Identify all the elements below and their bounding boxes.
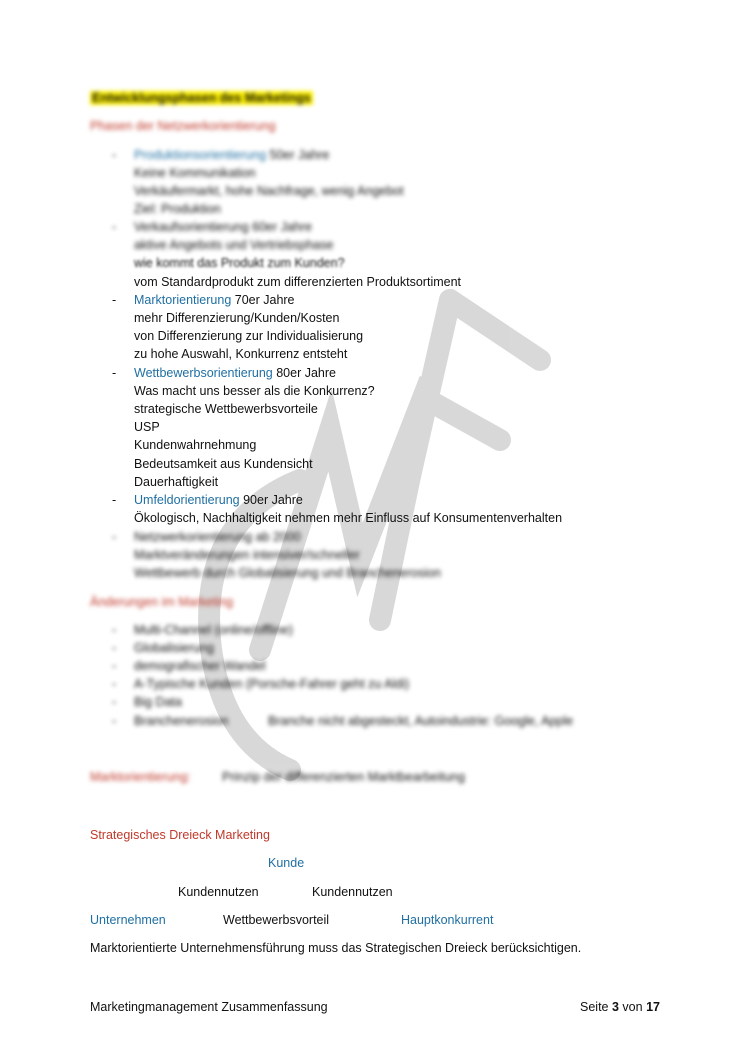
list-dash: - <box>112 695 117 709</box>
triangle-summary: Marktorientierte Unternehmensführung muss das Strategischen Dreieck berücksichtigen. <box>90 941 582 955</box>
phase-period: 50er Jahre <box>269 148 330 162</box>
change-item-note: Branche nicht abgesteckt, Autoindustrie: Google, Apple <box>268 714 574 728</box>
phase-detail: Bedeutsamkeit aus Kundensicht <box>134 457 313 471</box>
change-item: Big Data <box>134 695 182 709</box>
change-item: Multi-Channel (online/offline) <box>134 623 293 637</box>
phase-name: Marktorientierung <box>134 293 232 307</box>
triangle-middle: Wettbewerbsvorteil <box>223 913 330 927</box>
phase-heading <box>134 291 295 309</box>
phase-name: Produktionsorientierung <box>134 148 267 162</box>
phase-detail: vom Standardprodukt zum differenzierten Produktsortiment <box>134 275 462 289</box>
page-title <box>90 89 313 107</box>
phase-detail: Verkäufermarkt, hohe Nachfrage, wenig Angebot <box>134 184 404 198</box>
list-dash: - <box>112 623 117 637</box>
phase-detail: Ziel: Produktion <box>134 202 221 216</box>
triangle-left: Unternehmen <box>90 913 166 927</box>
phase-heading <box>134 218 312 236</box>
list-dash: - <box>112 659 117 673</box>
list-dash: - <box>112 530 117 544</box>
phase-detail: von Differenzierung zur Individualisierung <box>134 329 364 343</box>
phase-detail: Wettbewerb durch Globalisierung und Branchenerosion <box>134 566 441 580</box>
phase-name: Verkaufsorientierung <box>134 220 249 234</box>
list-dash: - <box>112 366 117 380</box>
watermark-f-mid <box>428 400 500 440</box>
market-orientation-label: Marktorientierung: <box>90 770 191 784</box>
footer-page-prefix: Seite <box>580 1000 609 1014</box>
phase-name: Netzwerkorientierung <box>134 530 253 544</box>
footer-of: von <box>622 1000 643 1014</box>
phase-heading <box>134 146 329 164</box>
phases-heading: Phasen der Netzwerkorientierung <box>90 119 276 133</box>
phase-heading <box>134 364 336 382</box>
change-item: A-Typische Kunden (Porsche-Fahrer geht zu Aldi) <box>134 677 410 691</box>
triangle-left-benefit: Kundennutzen <box>178 885 259 899</box>
list-dash: - <box>112 493 117 507</box>
phase-detail: Was macht uns besser als die Konkurrenz? <box>134 384 375 398</box>
phase-detail: Dauerhaftigkeit <box>134 475 219 489</box>
phase-detail: USP <box>134 420 160 434</box>
phase-heading <box>134 491 303 509</box>
phase-period: 90er Jahre <box>243 493 303 507</box>
change-item: Branchenerosion <box>134 714 229 728</box>
footer-current-page: 3 <box>611 1000 619 1014</box>
triangle-right: Hauptkonkurrent <box>401 913 494 927</box>
list-dash: - <box>112 220 117 234</box>
phase-detail: Kundenwahrnehmung <box>134 438 257 452</box>
changes-heading: Änderungen im Marketing <box>90 595 234 609</box>
phase-heading <box>134 528 301 546</box>
phase-detail: wie kommt das Produkt zum Kunden? <box>134 256 345 270</box>
phase-detail: aktive Angebots und Vertriebsphase <box>134 238 334 252</box>
phase-name: Wettbewerbsorientierung <box>134 366 273 380</box>
watermark-f-top <box>450 300 540 360</box>
triangle-heading: Strategisches Dreieck Marketing <box>90 828 270 842</box>
phase-period: ab 2000 <box>255 530 301 544</box>
change-item: demografischer Wandel <box>134 659 266 673</box>
footer-total-pages: 17 <box>646 1000 660 1014</box>
phase-detail: mehr Differenzierung/Kunden/Kosten <box>134 311 340 325</box>
watermark-f-stem <box>400 300 450 520</box>
phase-period: 60er Jahre <box>252 220 312 234</box>
phase-detail: Ökologisch, Nachhaltigkeit nehmen mehr Einfluss auf Konsumentenverhalten <box>134 511 563 525</box>
phase-period: 80er Jahre <box>276 366 336 380</box>
list-dash: - <box>112 148 117 162</box>
phase-detail: Keine Kommunikation <box>134 166 256 180</box>
footer-title: Marketingmanagement Zusammenfassung <box>90 1000 328 1014</box>
list-dash: - <box>112 641 117 655</box>
market-orientation-text: Prinzip der differenzierten Marktbearbeitung <box>222 770 465 784</box>
phase-detail: zu hohe Auswahl, Konkurrenz entsteht <box>134 347 348 361</box>
list-dash: - <box>112 714 117 728</box>
change-item: Globalisierung <box>134 641 214 655</box>
list-dash: - <box>112 293 117 307</box>
phase-name: Umfeldorientierung <box>134 493 240 507</box>
triangle-top: Kunde <box>268 856 305 870</box>
triangle-right-benefit: Kundennutzen <box>312 885 393 899</box>
footer-page-number <box>580 998 660 1016</box>
phase-detail: strategische Wettbewerbsvorteile <box>134 402 318 416</box>
phase-detail: Marktveränderungen intensiver/schneller <box>134 548 360 562</box>
page-title-text: Entwicklungsphasen des Marketings <box>92 91 311 105</box>
phase-period: 70er Jahre <box>234 293 295 307</box>
list-dash: - <box>112 677 117 691</box>
